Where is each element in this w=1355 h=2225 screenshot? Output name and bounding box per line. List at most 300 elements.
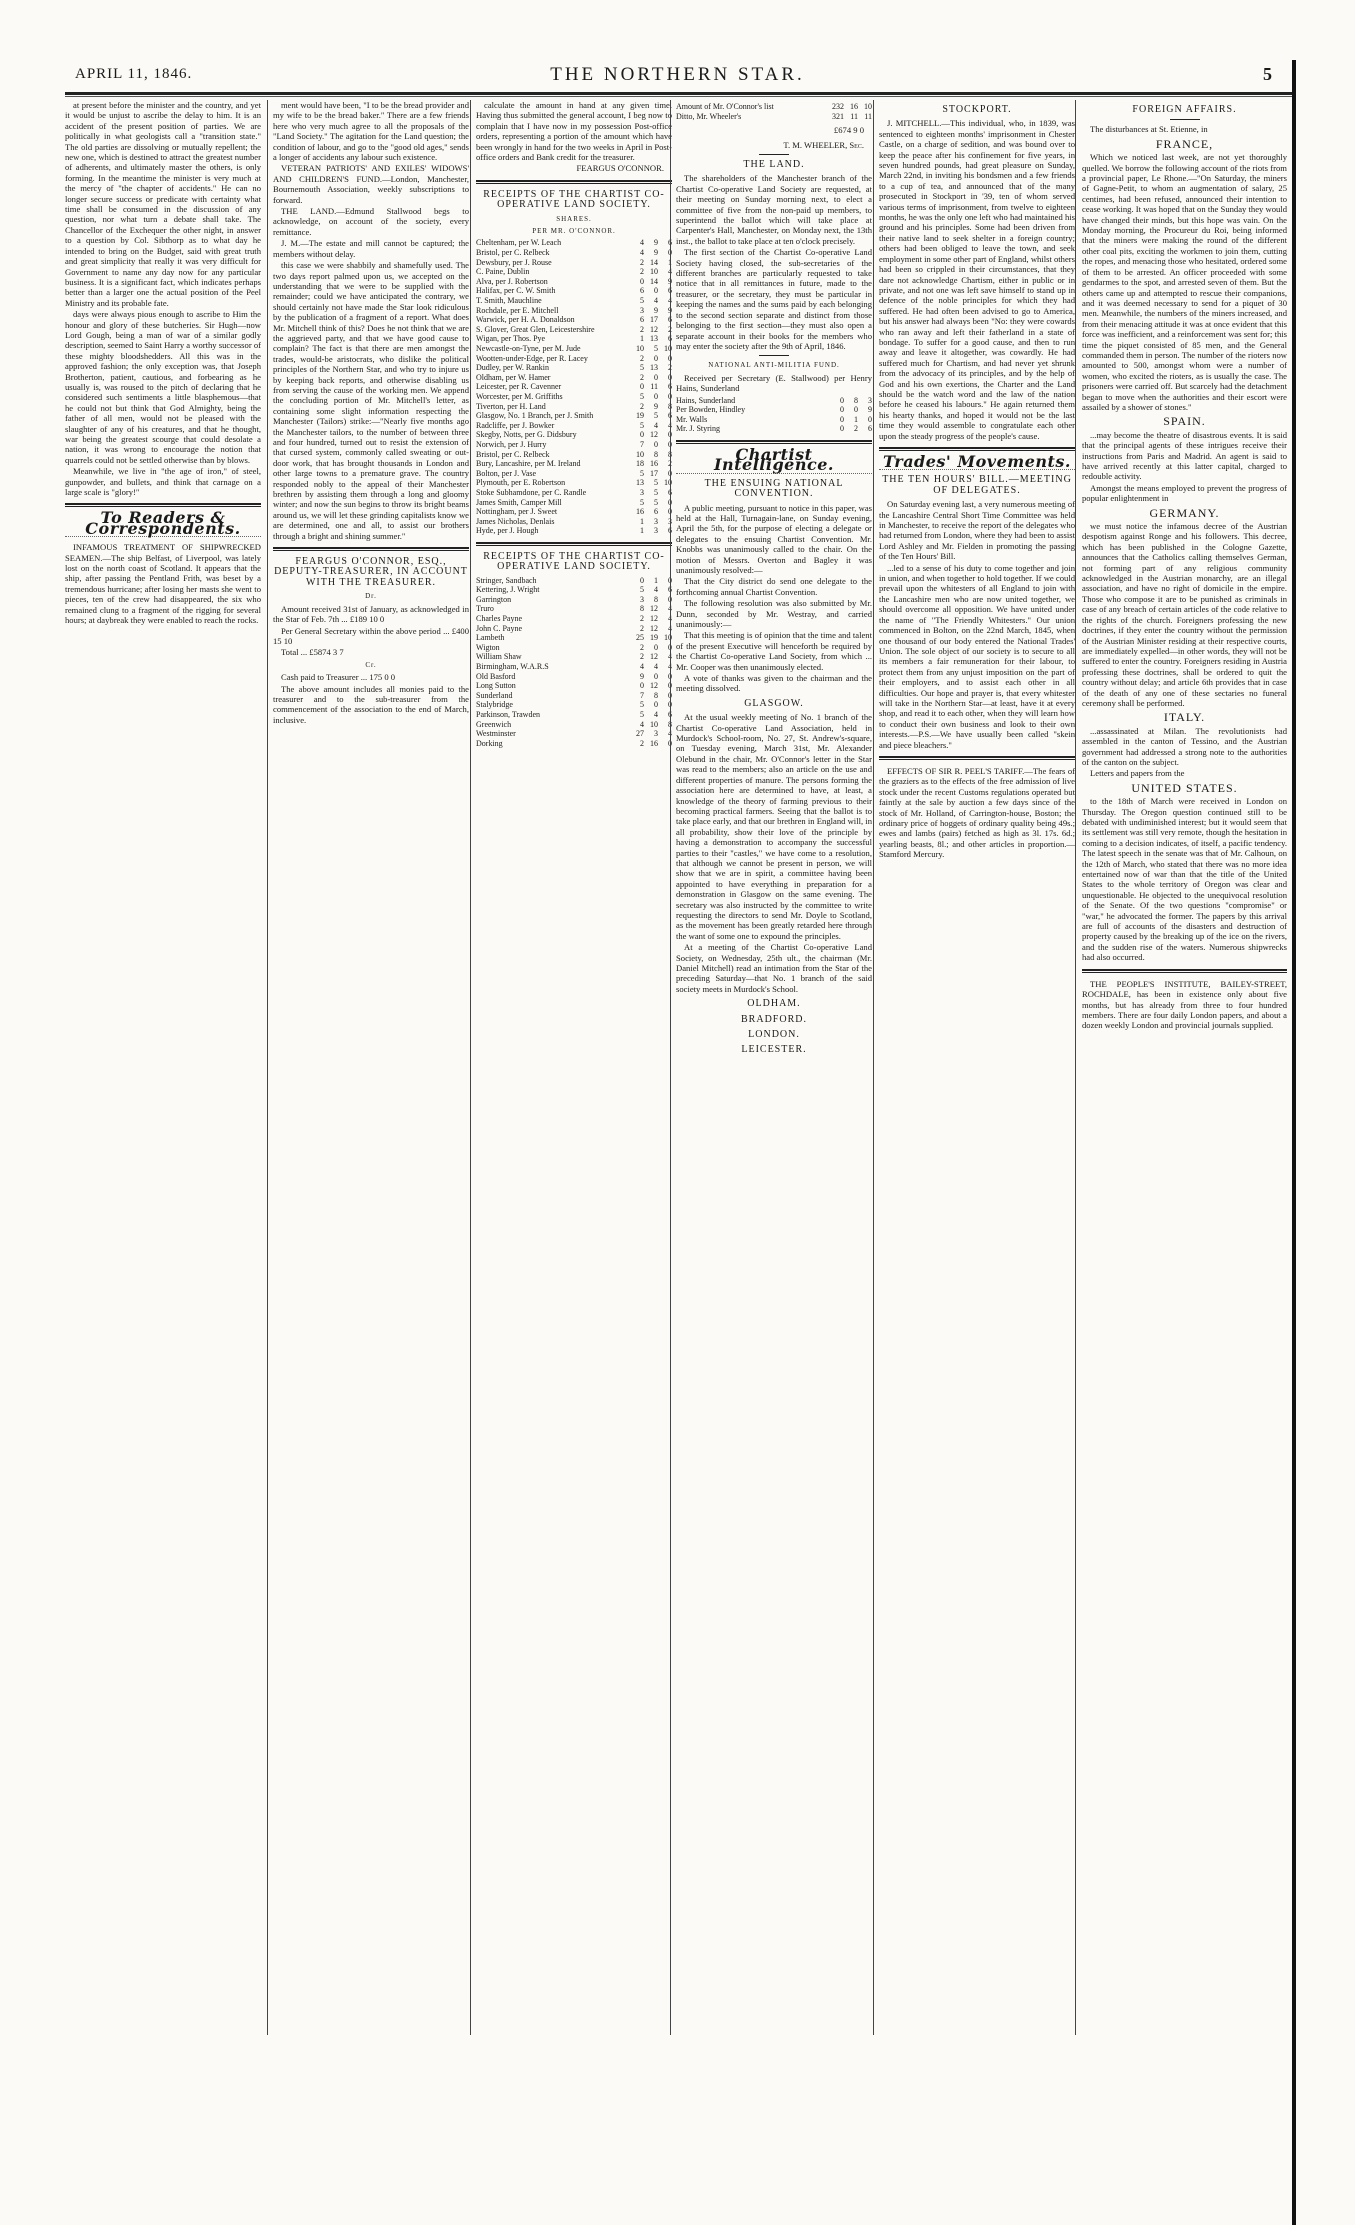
account-amount: 17: [650, 468, 658, 478]
account-amount: 0: [640, 681, 644, 691]
account-amount: 6: [654, 507, 658, 517]
account-amount: 19: [650, 633, 658, 643]
account-amount: 11: [650, 382, 658, 392]
paragraph: Total ... £5874 3 7: [281, 647, 344, 658]
account-amount: 14: [650, 276, 658, 286]
account-name: Glasgow, No. 1 Branch, per J. Smith: [476, 411, 594, 421]
account-row: [476, 700, 672, 710]
divider: [676, 440, 872, 444]
account-name: Stalybridge: [476, 700, 513, 710]
account-amount: 2: [640, 324, 644, 334]
account-amount: 9: [668, 305, 672, 315]
account-name: Sunderland: [476, 690, 513, 700]
account-amount: 0: [668, 497, 672, 507]
section-heading: BRADFORD.: [741, 1013, 807, 1025]
account-name: Tiverton, per H. Land: [476, 401, 546, 411]
paragraph: INFAMOUS TREATMENT OF SHIPWRECKED SEAMEN.—The ship Belfast, of Liverpool, was lately lost on the north coast of Scotland. It appears that the ship, after passing the Pentland Frith, was beset by a tremendous hurricane; after losing her masts she went to pieces, ten of the crew had disappeared, the six who remained clung to a fragment of the rigging for several hours; at daybreak they were enabled to reach the rocks.: [65, 542, 261, 626]
account-amount: 6: [668, 238, 672, 248]
account-row: [476, 296, 672, 306]
account-table: [476, 238, 672, 535]
account-row: [476, 507, 672, 517]
account-name: Mr. J. Styring: [676, 424, 721, 434]
subheading: PER MR. O'CONNOR.: [532, 227, 616, 236]
account-row: [476, 411, 672, 421]
account-amount: 8: [654, 594, 658, 604]
section-heading: THE TEN HOURS' BILL.—MEETING OF DELEGATES.: [882, 474, 1072, 496]
paragraph: THE PEOPLE'S INSTITUTE, BAILEY-STREET, ROCHDALE, has been in existence only about five months, but has already from three to four hundred members. There are four daily London papers, and about a dozen weekly London and provincial journals supplied.: [1082, 978, 1287, 1031]
account-amount: 12: [650, 324, 658, 334]
paragraph: calculate the amount in hand at any given time. Having thus submitted the general account, I beg now to complain that I have now in my possession Post-office orders, representing a portion of the amount which have been wrongly in hand for the two weeks in April in Post-office orders and Bank credit for the treasurer.: [476, 100, 672, 163]
account-amount: 0: [668, 594, 672, 604]
divider: [476, 180, 672, 184]
account-amount: 4: [668, 604, 672, 614]
paragraph: VETERAN PATRIOTS' AND EXILES' WIDOWS' AND CHILDREN'S FUND.—London, Manchester, Bournemouth Association, weekly subscriptions to forward.: [273, 163, 469, 205]
account-name: C. Paine, Dublin: [476, 267, 530, 277]
account-amount: 6: [668, 334, 672, 344]
paragraph: The first section of the Chartist Co-operative Land Society having closed, the sub-secretaries of the different branches are particularly requested to take notice that in all remittances in future, made to the treasurer, or the secretary, they must be particular in keeping the names and the sums paid by each belonging to the second section separate and distinct from those belonging to the first section—they must also open a separate account in their books for the members who may enter the society after the 9th of April, 1846.: [676, 247, 872, 351]
account-amount: 0: [640, 575, 644, 585]
account-amount: 0: [654, 642, 658, 652]
account-amount: 10: [650, 719, 658, 729]
account-amount: 2: [640, 614, 644, 624]
account-name: Alva, per J. Robertson: [476, 276, 548, 286]
account-name: S. Glover, Great Glen, Leicestershire: [476, 324, 595, 334]
account-amount: 1: [640, 334, 644, 344]
account-amount: 6: [668, 526, 672, 536]
account-amount: 3: [654, 526, 658, 536]
account-amount: 0: [654, 439, 658, 449]
column-6: [1075, 100, 1291, 2035]
paragraph: That the City district do send one delegate to the forthcoming annual Chartist Convention.: [676, 576, 872, 597]
department-heading: Chartist Intelligence.: [714, 444, 834, 475]
section-heading: LEICESTER.: [741, 1044, 807, 1056]
page-number: 5: [1263, 64, 1272, 84]
account-name: Stoke Subhamdone, per C. Randle: [476, 487, 587, 497]
account-amount: 321: [832, 111, 844, 121]
account-row: [476, 286, 672, 296]
account-name: Bolton, per J. Vase: [476, 468, 537, 478]
column-4: [670, 100, 876, 2035]
account-row: [476, 267, 672, 277]
account-amount: 2: [640, 257, 644, 267]
account-amount: 4: [654, 662, 658, 672]
account-amount: 232: [832, 102, 844, 111]
issue-date: APRIL 11, 1846.: [75, 66, 193, 82]
account-amount: 0: [840, 414, 844, 424]
section-heading: GLASGOW.: [744, 697, 804, 709]
paragraph: Received per Secretary (E. Stallwood) per Henry Hains, Sunderland: [676, 372, 872, 394]
account-amount: 0: [668, 575, 672, 585]
account-name: Warwick, per H. A. Donaldson: [476, 315, 575, 325]
account-amount: 3: [640, 487, 644, 497]
account-amount: 27: [636, 729, 644, 739]
account-row: [476, 517, 672, 527]
paragraph: At the usual weekly meeting of No. 1 branch of the Chartist Co-operative Land Association, held in Murdock's School-room, No. 27, St. Andrew's-square, on Tuesday evening, March 31st, Mr. Alexander Olebund in the chair, Mr. O'Connor's letter in the Star was read to the members; also an article on the use and different properties of manure. The persons forming the association here are determined to have, at least, a knowledge of the theory of farming previous to their becoming practical farmers. Seeing that the ballot is to take place early, and that our brethren in England will, in all probability, show their love of the principle by having a demonstration to accompany the successful parties to their "castles," we have come to a resolution, that although we cannot be present in person, we will show that we are in spirit, a committee having been appointed to have everything in preparation for a demonstration in Glasgow on the same evening. The secretary was also instructed by the committee to write requesting the directors to send Mr. Doyle to Scotland, as the movement has been greatly retarded here through the want of some one to expound the principles.: [676, 712, 872, 941]
account-row: [676, 424, 872, 434]
account-row: [476, 238, 672, 248]
section-heading: LONDON.: [748, 1029, 800, 1041]
account-amount: 5: [640, 710, 644, 719]
paragraph: The shareholders of the Manchester branch of the Chartist Co-operative Land Society are requested, at their meeting on Sunday morning next, to elect a committee of five from the non-paid up members, to superintend the ballot which will take place at Carpenter's Hall, Manchester, on Monday next, the 13th inst., the ballot to take place at ten o'clock precisely.: [676, 173, 872, 246]
account-amount: 4: [654, 710, 658, 719]
account-row: [476, 633, 672, 643]
divider: [273, 547, 469, 551]
account-amount: 16: [650, 738, 658, 748]
account-amount: 8: [654, 449, 658, 459]
account-row: [476, 315, 672, 325]
account-amount: 6: [640, 286, 644, 296]
paragraph: THE LAND.—Edmund Stallwood begs to acknowledge, on account of the society, every remittance.: [273, 206, 469, 237]
country-heading: UNITED STATES.: [1131, 780, 1238, 795]
subheading: Cr.: [365, 660, 377, 669]
paragraph: At a meeting of the Chartist Co-operative Land Society, on Wednesday, 25th ult., the chairman (Mr. Daniel Mitchell) read an intimation from the Star of the preceding Saturday—that No. 1 branch of the said society meets in Murdock's School.: [676, 942, 872, 994]
account-name: Birmingham, W.A.R.S: [476, 662, 549, 672]
paragraph: ment would have been, "I to be the bread provider and my wife to be the bread baker." There are a few friends here who very much agree to all the proposals of the "Land Society." The agitation for the Land question; the condition of labour, and go to the "good old ages," sends a longer of accidents any labour such existence.: [273, 100, 469, 163]
signature: T. M. WHEELER, Sec.: [783, 139, 864, 150]
paragraph: That this meeting is of opinion that the time and talent of the present Executive will henceforth be required by the Chartist Co-operative Land Society, from which ... Mr. Cooper was then unanimously elected.: [676, 630, 872, 672]
account-amount: 10: [664, 478, 672, 488]
newspaper-title: THE NORTHERN STAR.: [550, 64, 805, 85]
account-row: [476, 739, 672, 749]
account-name: Plymouth, per E. Robertson: [476, 478, 566, 488]
account-amount: 2: [640, 642, 644, 652]
account-name: Hains, Sunderland: [676, 395, 736, 405]
account-name: Wootten-under-Edge, per R. Lacey: [476, 353, 588, 363]
account-amount: 5: [640, 700, 644, 710]
divider: [759, 154, 789, 155]
account-name: Bristol, per C. Relbeck: [476, 449, 550, 459]
account-table: [676, 396, 872, 434]
account-amount: 0: [668, 671, 672, 681]
account-amount: 9: [654, 305, 658, 315]
divider: [879, 447, 1075, 451]
section-heading: FEARGUS O'CONNOR, ESQ., DEPUTY-TREASURER, IN ACCOUNT WITH THE TREASURER.: [274, 556, 468, 588]
account-amount: 0: [668, 681, 672, 691]
account-amount: 2: [640, 267, 644, 277]
account-amount: 4: [668, 296, 672, 306]
account-name: Skegby, Notts, per G. Didsbury: [476, 430, 577, 440]
account-name: Parkinson, Trawden: [476, 710, 541, 719]
paragraph: we must notice the infamous decree of the Austrian despotism against Ronge and his followers. This decree, which has been published in the Cologne Gazette, announces that the Catholics calling themselves German, not forming part of any religious community acknowledged in the Austrian monarchy, are an illegal association, and have no right of domicile in the empire. Those who compose it are to be punished as criminals in case of any breach of certain articles of the code relative to the rights of the church. Foreigners professing the new doctrines, if they enter the country without the permission of the Austrian Minister residing at their respective courts, are immediately expelled—in other words, they will not be suffered to enter the country. Foreigners residing in Austria professing these doctrines, shall be ordered to quit the country without delay; and article 6th provides that in case of the death of any one of these sectaries no funeral ceremony shall be performed.: [1082, 521, 1287, 708]
paragraph: The above amount includes all monies paid to the treasurer and to the sub-treasurer from the commencement of the association to the end of March, inclusive.: [273, 683, 469, 725]
account-row: [476, 595, 672, 605]
section-heading: RECEIPTS OF THE CHARTIST CO-OPERATIVE LAND SOCIETY.: [483, 550, 665, 573]
account-amount: 13: [650, 363, 658, 373]
account-amount: 11: [850, 111, 858, 121]
account-name: Cheltenham, per W. Leach: [476, 238, 562, 248]
account-row: [676, 112, 872, 122]
account-name: Wigton: [476, 642, 500, 652]
account-name: Lambeth: [476, 633, 505, 643]
account-amount: 6: [668, 710, 672, 719]
account-amount: 8: [668, 449, 672, 459]
account-row: [476, 392, 672, 402]
account-amount: 5: [654, 344, 658, 353]
account-name: Mr. Walls: [676, 414, 708, 424]
account-row: [476, 459, 672, 469]
account-amount: 5: [654, 411, 658, 421]
account-amount: 9: [654, 401, 658, 411]
account-name: Westminster: [476, 729, 516, 739]
subheading: Dr.: [365, 592, 377, 601]
paragraph: A vote of thanks was given to the chairman and the meeting dissolved.: [676, 673, 872, 694]
account-amount: 3: [640, 594, 644, 604]
account-row: [476, 662, 672, 672]
account-row: [476, 354, 672, 364]
column-2: [267, 100, 473, 2035]
account-row: [476, 440, 672, 450]
account-row: [676, 405, 872, 415]
account-row: [476, 720, 672, 730]
account-amount: 12: [650, 614, 658, 624]
account-amount: 0: [668, 430, 672, 440]
account-row: [476, 498, 672, 508]
account-amount: 2: [640, 401, 644, 411]
account-amount: 0: [668, 248, 672, 258]
account-amount: 0: [668, 372, 672, 382]
account-row: [476, 585, 672, 595]
account-amount: 12: [650, 430, 658, 440]
column-1: [65, 100, 265, 2035]
account-row: [476, 643, 672, 653]
account-amount: 6: [668, 315, 672, 325]
account-name: Garrington: [476, 594, 512, 604]
divider: [1082, 969, 1287, 973]
paragraph: at present before the minister and the country, and yet it would be unjust to ascribe the delay to him. It is an accident of the present position of parties. We are politically in what geologists call a "transition state." The old parties are dissolving or mutually repellent; the new one, which is destined to attract the greatest number of adherents, and ultimately master the others, is only forming. In the meantime the minister is very much at the mercy of "the chapter of accidents." He can no longer secure success or predicate with certainty what time shall be consumed in the discussion of any question, nor what turn a debate shall take. The Chancellor of the Exchequer the other night, in answer to a question by Col. Sibthorp as to what day he intended to bring on the Budget, said with great truth and great simplicity that really it was very difficult for Government to name any day now for any particular business. It is a significant fact, which indicates perhaps better than a larger one the actual position of the Peel Ministry and its probable fate.: [65, 100, 261, 308]
account-amount: 0: [668, 468, 672, 478]
account-name: Wigan, per Thos. Pye: [476, 334, 546, 344]
paragraph: EFFECTS OF SIR R. PEEL'S TARIFF.—The fears of the graziers as to the effects of the free admission of live stock under the recent Customs regulations operated but faintly at the sale by auction a few days since of the stock of Mr. Holland, of Carrington-house, Boston; the ordinary price of hoggets of ordinary quality being 49s.; ewes and lambs (pairs) fetched as high as 3l. 17s. 6d.; yearling beasts, 8l.; and other articles in proportion.—Stamford Mercury.: [879, 765, 1075, 860]
account-amount: 0: [654, 671, 658, 681]
account-amount: 7: [640, 690, 644, 700]
account-amount: 7: [640, 439, 644, 449]
total-amount: £674 9 0: [833, 125, 864, 136]
account-amount: 5: [654, 497, 658, 507]
account-name: Nottingham, per J. Sweet: [476, 507, 558, 517]
account-amount: 2: [640, 353, 644, 363]
paragraph: Cash paid to Treasurer ... 175 0 0: [281, 672, 396, 683]
account-row: [676, 102, 872, 112]
account-name: Norwich, per J. Hurry: [476, 439, 547, 449]
account-name: Hyde, per J. Hough: [476, 526, 539, 536]
account-amount: 9: [868, 405, 872, 415]
section-heading: THE ENSUING NATIONAL CONVENTION.: [704, 477, 844, 500]
account-amount: 5: [640, 363, 644, 373]
country-heading: FRANCE,: [1155, 136, 1214, 151]
account-amount: 5: [640, 585, 644, 595]
account-name: Dewsbury, per J. Rouse: [476, 257, 552, 267]
account-row: [476, 614, 672, 624]
divider: [65, 503, 261, 507]
account-amount: 3: [654, 729, 658, 739]
account-amount: 16: [850, 102, 858, 111]
paragraph: On Saturday evening last, a very numerous meeting of the Lancashire Central Short Time Committee was held in Manchester, to receive the report of the delegates who had returned from London, where they had been to assist Lord Ashley and Mr. Fielden in promoting the passing of the Ten Hours' Bill.: [879, 499, 1075, 562]
account-amount: 11: [864, 111, 872, 121]
paragraph: Letters and papers from the: [1090, 768, 1185, 779]
account-amount: 0: [654, 353, 658, 363]
section-heading: THE LAND.: [743, 159, 805, 170]
divider: [759, 355, 789, 356]
account-row: [476, 421, 672, 431]
account-amount: 6: [668, 286, 672, 296]
divider: [476, 542, 672, 546]
account-amount: 5: [640, 391, 644, 401]
account-name: Dudley, per W. Rankin: [476, 363, 550, 373]
account-name: John C. Payne: [476, 623, 522, 633]
paragraph: this case we were shabbily and shamefully used. The two days report palmed upon us, we accepted on the understanding that we were to be supplied with the remainder; could we have anticipated the contrary, we should certainly not have made the Star look ridiculous by the publication of a fragment of a report. What does Mr. Mitchell think of this? Does he not think that we are the aggrieved party, and that we have good cause to complain? The fact is that there are men amongst the trades, would-be aristocrats, who dislike the political principles of the Northern Star, and who try to injure us by keeping back reports, and otherwise disabling us from serving the cause of the working men. We append the concluding portion of Mr. Mitchell's letter, as containing some slight information respecting the Manchester (Tailors) strike:—"Nearly five months ago the Manchester tailors, to the number of between three and four hundred, turned out to resist the extension of that cursed system, commonly called sweating or out-door work, that has brought thousands in London and other large towns to a premature grave. The country responded nobly to the appeal of their Manchester brethren by assisting them through a long and gloomy winter; and now the sun begins to throw its bright beams around us, we will let these grinding capitalists know we are determined, one and all, to assist our brothers through a bright and shining summer.": [273, 260, 469, 541]
account-amount: 8: [668, 401, 672, 411]
section-heading: FOREIGN AFFAIRS.: [1132, 104, 1237, 115]
account-row: [476, 344, 672, 354]
account-amount: 13: [650, 334, 658, 344]
paragraph: to the 18th of March were received in London on Thursday. The Oregon question continued still to be debated with undiminished interest; but it would seem that its settlement was still very remote, though the hesitation in coming to a decision indicates, of itself, a pacific tendency. The latest speech in the senate was that of Mr. Calhoun, on the 12th of March, who stated that there was no more idea entertained now of war than that the title of the United States to the whole territory of Oregon was clear and unquestionable. He objected to the unequivocal resolution of the Senate. Of the two questions "compromise" or "war," he advocated the former. The papers by this arrival are full of accounts of the disasters and destruction of property caused by the breaking up of the ice on the rivers, and the sudden rise of the waters. Numerous shipwrecks had also occurred.: [1082, 796, 1287, 963]
account-row: [476, 488, 672, 498]
account-amount: 25: [636, 633, 644, 643]
account-amount: 8: [654, 690, 658, 700]
account-row: [476, 624, 672, 634]
account-name: James Smith, Camper Mill: [476, 497, 562, 507]
account-name: Truro: [476, 604, 494, 614]
account-amount: 2: [668, 459, 672, 469]
account-amount: 16: [650, 459, 658, 469]
account-amount: 0: [840, 405, 844, 415]
account-amount: 8: [854, 395, 858, 405]
account-amount: 0: [640, 276, 644, 286]
account-amount: 12: [650, 681, 658, 691]
account-amount: 1: [654, 575, 658, 585]
account-amount: 6: [868, 424, 872, 434]
account-amount: 1: [854, 414, 858, 424]
account-amount: 4: [654, 296, 658, 306]
account-amount: 4: [668, 614, 672, 624]
account-row: [476, 469, 672, 479]
account-amount: 6: [668, 585, 672, 595]
paragraph: J. MITCHELL.—This individual, who, in 1839, was sentenced to eighteen months' imprisonment in Chester Castle, on a charge of sedition, and was bound over to keep the peace after his confinement for five years, in seven hundred pounds, had great pleasure on Sunday, March 22nd, in inviting his bondsmen and a few friends to a cup of tea, and announced that of the many prosecuted in Stockport in '39, ten of whom served various terms of imprisonment, from twelve to eighteen months, he was the only one left who had maintained his ground and his principles. Some had been driven from their native land to seek shelter in a foreign country; others had been obliged to leave the town, and seek employment in some other part of England, whilst others had been so crippled in their circumstances, that they dare not acknowledge Chartism, either in public or in private, and not one was left save himself to stand up in defence of the noble principles for which they had suffered. He had often been advised to go to America, but his answer had always been "No: they were cowards who ran away and left their fatherland in a state of bondage. To suffer for a good cause, and then to run away and leave it altogether, was cowardly. He had suffered much for Chartism, and had never yet shrunk from the advocacy of its principles, and by the help of God and his own exertions, the Charter and the Land should be the watch word and the law of the nation before he ceased his labours." He again returned them his hearty thanks, and hoped it would not be the last time they would assemble to congratulate each other upon the steady progress of the people's cause.: [879, 118, 1075, 441]
account-name: Per Bowden, Hindley: [676, 405, 746, 415]
section-heading: OLDHAM.: [747, 998, 801, 1010]
account-row: [476, 402, 672, 412]
account-row: [476, 478, 672, 488]
account-amount: 12: [650, 604, 658, 614]
account-row: [476, 306, 672, 316]
account-row: [476, 277, 672, 287]
account-row: [476, 672, 672, 682]
account-amount: 17: [650, 315, 658, 325]
account-amount: 8: [668, 719, 672, 729]
account-amount: 9: [668, 276, 672, 286]
account-amount: 0: [640, 382, 644, 392]
account-row: [476, 729, 672, 739]
account-amount: 0: [654, 286, 658, 296]
account-amount: 0: [854, 405, 858, 415]
account-name: Long Sutton: [476, 681, 516, 691]
account-amount: 0: [868, 414, 872, 424]
account-amount: 2: [640, 372, 644, 382]
account-amount: 3: [868, 395, 872, 405]
divider: [879, 756, 1075, 760]
account-name: Rochdale, per E. Mitchell: [476, 305, 559, 315]
paragraph: Amongst the means employed to prevent the progress of popular enlightenment in: [1082, 482, 1287, 504]
paragraph: Which we noticed last week, are not yet thoroughly quelled. We borrow the following account of the riots from a provincial paper, Le Rhone.—"On Saturday, the miners of Gagne-Petit, to whom an augmentation of salary, 25 centimes, had been refused, announced their intention to cease working. It was hoped that on the Sunday they would have changed their minds, but this hope was vain. On the Monday morning, the Procureur du Roi, being informed that the miners were making the round of the different other coal pits, exciting the workmen to join them, cutting the ropes, and menacing those who hesitated, ordered some of them to be arrested. An officer proceeded with some gendarmes to the spot, and arrested seven of them. But the others came up and attempted to rescue their companions, and it was deemed necessary to send for a piquet of 30 men. Meanwhile, the numbers of the miners increased, and from their menacing attitude it was at once evident that this force was inefficient, and a reinforcement was sent for; this time the piquet consisted of 85 men, and the General commanded them in person. The number of the rioters now amounted to 500, amongst whom were a number of women, who excited the rioters, as is usually the case. The prisoners were carried off. But scarcely had the detachment began to move when the authorities and their escort were assailed by a shower of stones.": [1082, 152, 1287, 412]
account-amount: 0: [668, 391, 672, 401]
account-amount: 4: [640, 238, 644, 248]
account-name: Oldham, per W. Hamer: [476, 372, 551, 382]
account-amount: 2: [640, 652, 644, 662]
department-heading: Trades' Movements.: [883, 452, 1071, 471]
account-row: [476, 681, 672, 691]
account-name: Charles Payne: [476, 614, 522, 624]
account-amount: 10: [636, 449, 644, 459]
section-heading: RECEIPTS OF THE CHARTIST CO-OPERATIVE LAND SOCIETY.: [483, 188, 665, 211]
account-row: [476, 526, 672, 536]
account-amount: 3: [668, 516, 672, 526]
account-amount: 4: [640, 248, 644, 258]
account-amount: 12: [650, 652, 658, 662]
account-name: Ditto, Mr. Wheeler's: [676, 111, 742, 121]
account-amount: 0: [668, 690, 672, 700]
account-name: Dorking: [476, 738, 503, 748]
account-name: Worcester, per M. Griffiths: [476, 391, 563, 401]
account-amount: 5: [640, 420, 644, 430]
column-5: [873, 100, 1079, 2035]
paragraph: Amount received 31st of January, as acknowledged in the Star of Feb. 7th ... £189 10 0: [273, 603, 469, 625]
account-name: William Shaw: [476, 652, 522, 662]
account-name: T. Smith, Mauchline: [476, 296, 542, 306]
account-amount: 0: [640, 430, 644, 440]
account-amount: 0: [654, 391, 658, 401]
account-row: [476, 710, 672, 720]
account-amount: 0: [668, 353, 672, 363]
account-row: [476, 691, 672, 701]
account-amount: 0: [654, 700, 658, 710]
paragraph: A public meeting, pursuant to notice in this paper, was held at the Hall, Turnagain-lane, on Sunday evening, April the 5th, for the purpose of electing a delegate or delegates to the ensuing Chartist Convention. Mr. Knobbs was unanimously called to the chair. On the motion of Messrs. Overton and Bagley it was unanimously resolved:—: [676, 502, 872, 575]
account-amount: 10: [650, 267, 658, 277]
subheading: SHARES.: [556, 214, 592, 223]
account-amount: 18: [636, 459, 644, 469]
account-amount: 10: [664, 344, 672, 353]
masthead-rule: [65, 92, 1293, 97]
account-amount: 10: [636, 344, 644, 353]
account-amount: 5: [654, 478, 658, 488]
account-amount: 4: [640, 662, 644, 672]
account-row: [676, 396, 872, 406]
account-amount: 4: [654, 585, 658, 595]
account-amount: 2: [668, 324, 672, 334]
account-row: [676, 415, 872, 425]
account-amount: 2: [640, 623, 644, 633]
account-amount: 9: [640, 671, 644, 681]
signature: FEARGUS O'CONNOR.: [576, 163, 664, 174]
subheading: NATIONAL ANTI-MILITIA FUND.: [708, 361, 840, 370]
account-amount: 9: [654, 238, 658, 248]
account-name: Old Basford: [476, 671, 516, 681]
account-amount: 4: [668, 652, 672, 662]
account-amount: 2: [668, 363, 672, 373]
account-amount: 8: [640, 604, 644, 614]
account-row: [476, 450, 672, 460]
account-amount: 3: [640, 305, 644, 315]
account-amount: 3: [654, 516, 658, 526]
account-amount: 0: [668, 507, 672, 517]
paragraph: The disturbances at St. Etienne, in: [1090, 124, 1208, 135]
account-amount: 6: [640, 315, 644, 325]
account-name: Greenwich: [476, 719, 512, 729]
account-name: Amount of Mr. O'Connor's list: [676, 102, 774, 111]
account-amount: 4: [654, 420, 658, 430]
account-row: [476, 248, 672, 258]
account-amount: 14: [650, 257, 658, 267]
account-amount: 4: [640, 719, 644, 729]
